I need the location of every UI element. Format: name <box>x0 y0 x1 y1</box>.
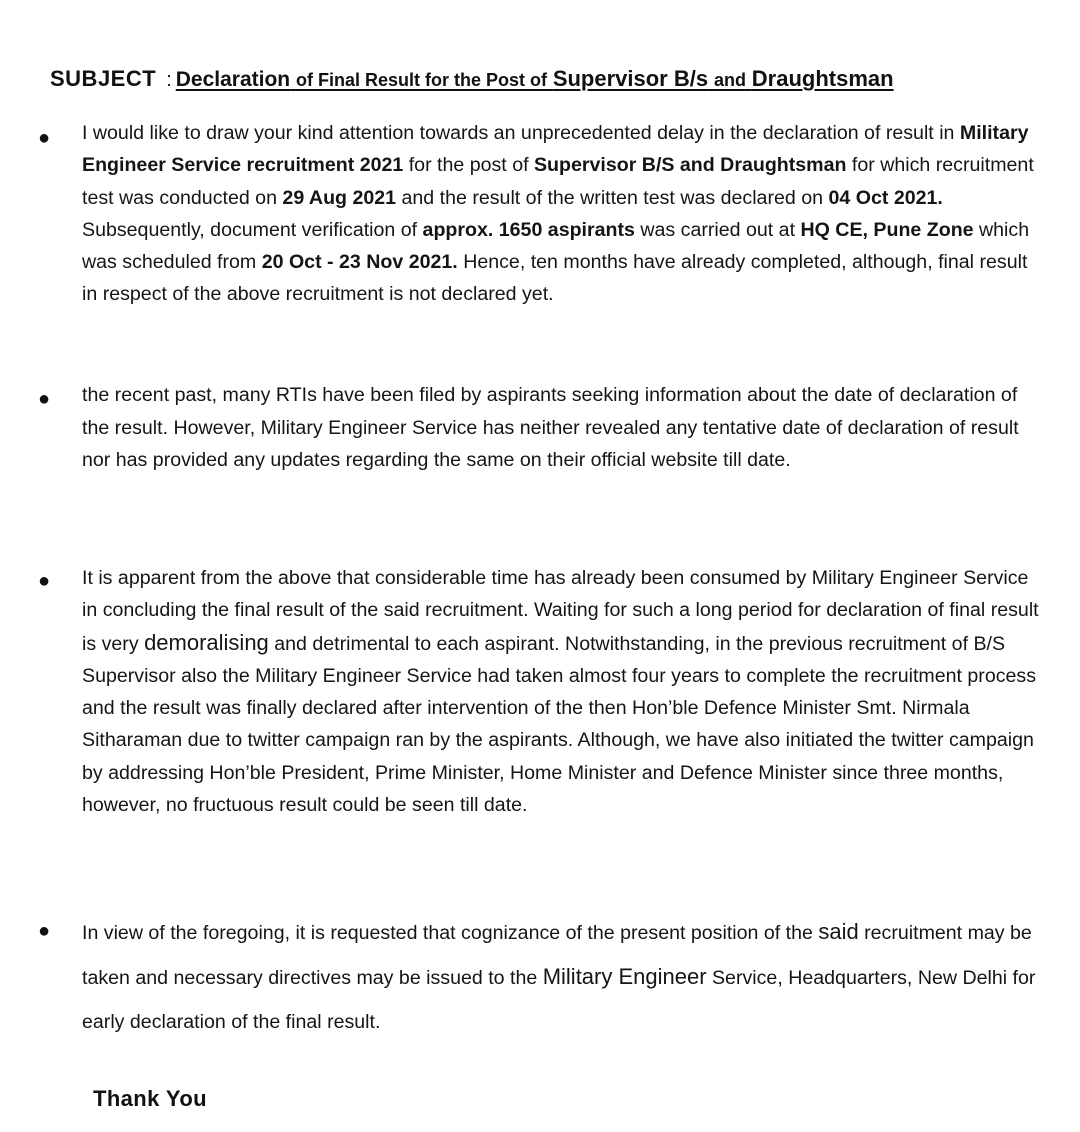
paragraph-1-segment: for which recruitment test was conducted on <box>82 154 1034 209</box>
paragraph-3-segment: It is apparent from the above that considerable time has already been consumed by Military Engineer Service in concluding the final result of the said recruitment. Waiting for such a long period for declaration of final result is very <box>82 567 1039 655</box>
paragraph-4-segment: Military Engineer <box>542 964 707 989</box>
subject-title-mid: of Final Result for the Post of <box>295 70 547 90</box>
paragraph-1-segment: HQ CE, Pune Zone <box>800 218 974 241</box>
bullet-1: ● <box>38 127 51 149</box>
bullet-3: ● <box>38 570 51 592</box>
subject-title-post2: Draughtsman <box>751 66 894 91</box>
paragraph-1-segment: 29 Aug 2021 <box>282 186 397 209</box>
subject-title <box>176 68 894 91</box>
paragraph-1-segment: Hence, ten months have already completed, although, final result in respect of the above recruitment is not declared yet. <box>82 251 1028 306</box>
paragraph-1-segment: Subsequently, document verification of <box>82 218 423 241</box>
subject-title-post1: Supervisor B/s <box>552 66 709 91</box>
paragraph-4-segment: Service, Headquarters, New Delhi for early declaration of the final result. <box>82 967 1036 1033</box>
bullet-4: ● <box>38 920 51 942</box>
paragraph-1-segment: was carried out at <box>634 218 801 241</box>
subject-colon: : <box>166 69 172 91</box>
paragraph-1-segment: which was scheduled from <box>82 218 1030 274</box>
closing-thank-you: Thank You <box>93 1086 208 1111</box>
subject-line <box>50 64 1060 95</box>
paragraph-1-segment: Military Engineer Service recruitment 2021 <box>82 122 1029 177</box>
paragraph-4-segment: In view of the foregoing, it is requested that cognizance of the present position of the <box>82 922 819 944</box>
paragraph-4-segment: recruitment may be taken and necessary directives may be issued to the <box>82 922 1032 989</box>
subject-title-word: Declaration <box>175 68 291 91</box>
paragraph-3-segment: and detrimental to each aspirant. Notwithstanding, in the previous recruitment of B/S Supervisor also the Military Engineer Service had taken almost four years to complete the recruitment process and the result was finally declared after intervention of the then Hon’ble Defence Minister Smt. Nirmala Sitharaman due to twitter campaign ran by the aspirants. Although, we have also initiated the twitter campaign by addressing Hon’ble President, Prime Minister, Home Minister and Defence Minister since three months, however, no fructuous result could be seen till date. <box>82 632 1036 817</box>
subject-title-and: and <box>713 70 746 90</box>
subject-label: SUBJECT <box>50 66 157 91</box>
paragraph-1-segment: and the result of the written test was declared on <box>396 186 829 209</box>
paragraph-1-segment: I would like to draw your kind attention towards an unprecedented delay in the declaration of result in <box>82 122 960 144</box>
paragraph-1-segment: Supervisor B/S and Draughtsman <box>533 154 847 177</box>
paragraph-4 <box>82 910 1047 1044</box>
paragraph-2-segment: the recent past, many RTIs have been filed by aspirants seeking information about the date of declaration of the result. However, Military Engineer Service has neither revealed any tentative date of declaration of result nor has provided any updates regarding the same on their official website till date. <box>82 384 1019 471</box>
paragraph-1-segment: 20 Oct - 23 Nov 2021. <box>261 251 458 274</box>
paragraph-1-segment: for the post of <box>403 154 534 177</box>
paragraph-2 <box>82 379 1047 477</box>
paragraph-4-segment: said <box>818 919 859 944</box>
bullet-2: ● <box>38 388 51 410</box>
paragraph-3-segment: demoralising <box>144 629 269 655</box>
paragraph-3 <box>82 562 1047 821</box>
paragraph-1-segment: 04 Oct 2021. <box>828 186 943 209</box>
paragraph-1-segment: approx. 1650 aspirants <box>422 218 635 241</box>
paragraph-1 <box>82 117 1047 311</box>
